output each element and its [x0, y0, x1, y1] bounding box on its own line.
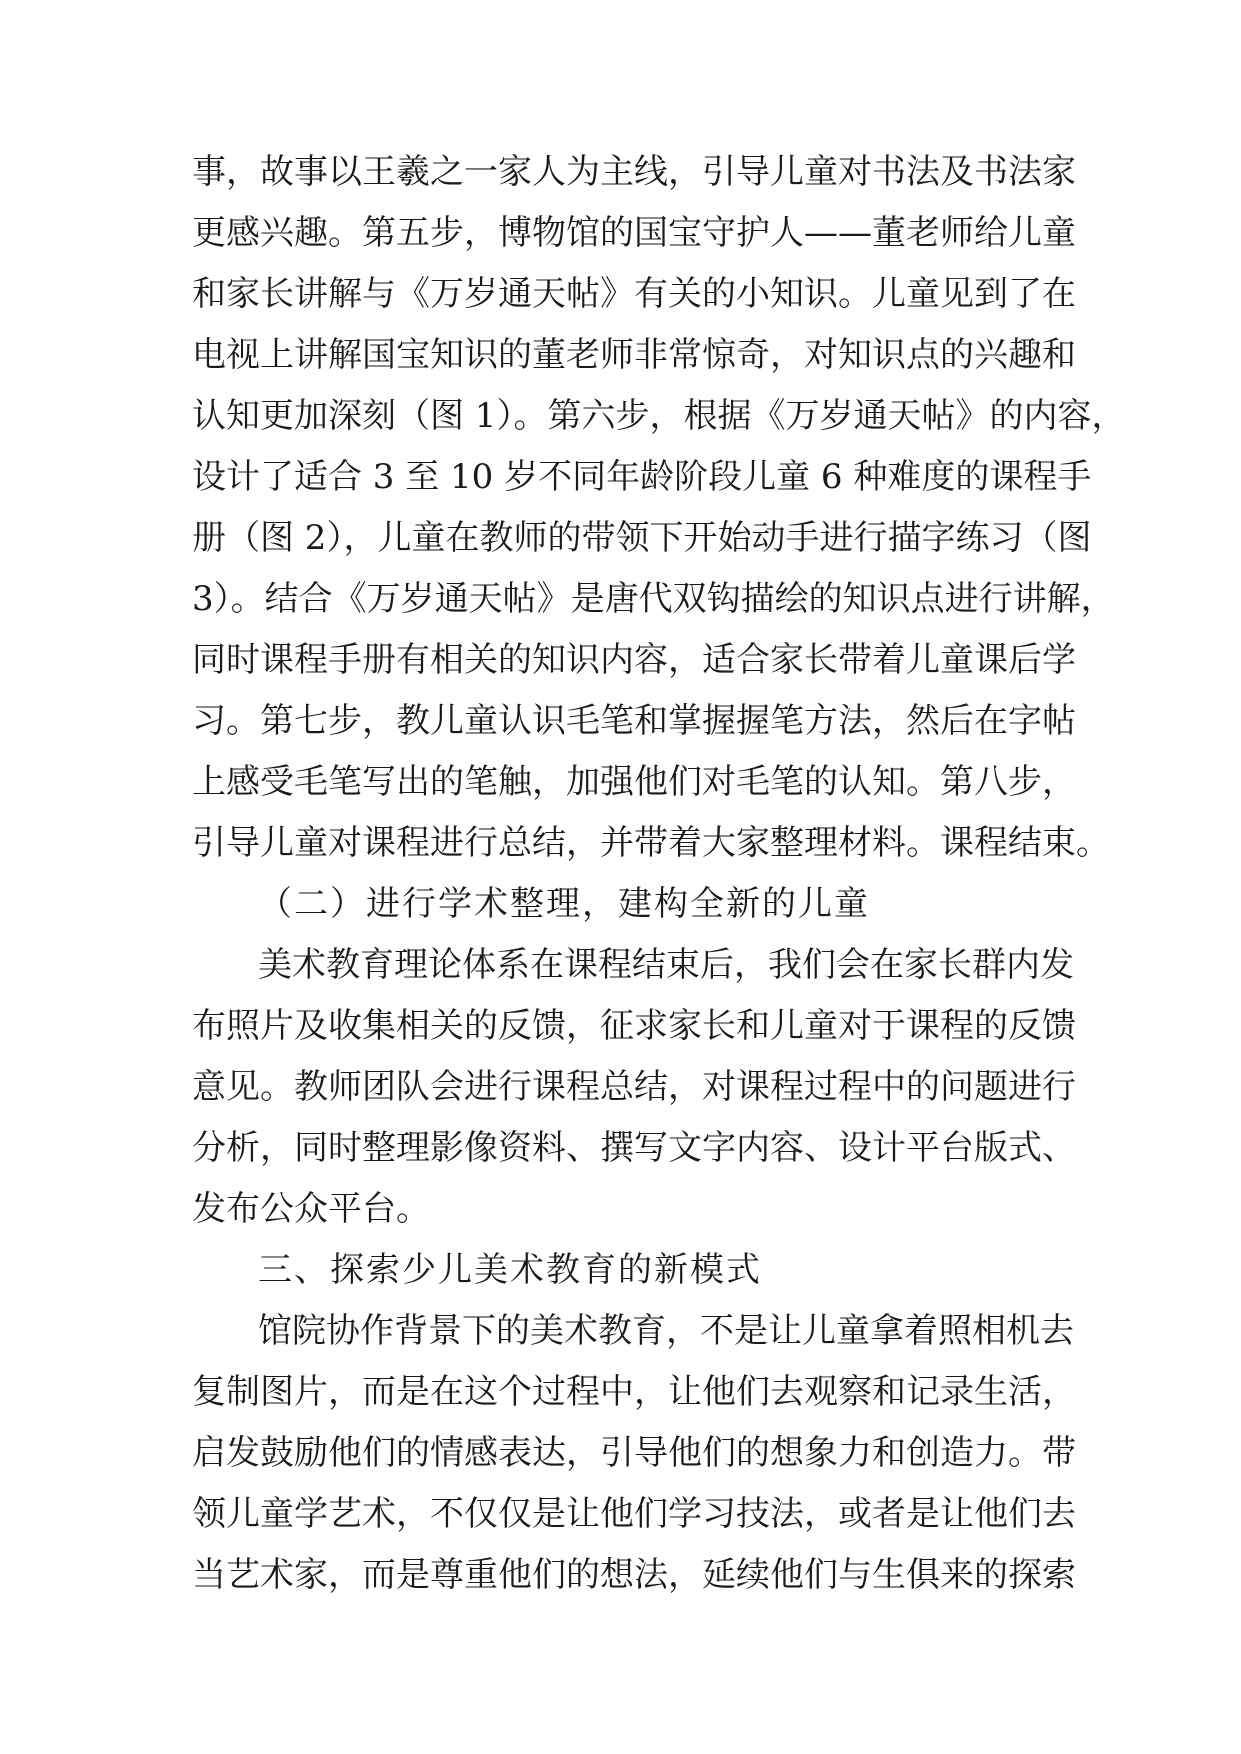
paragraph-line: 设计了适合 3 至 10 岁不同年龄阶段儿童 6 种难度的课程手 — [192, 457, 1092, 497]
paragraph-line: 同时课程手册有相关的知识内容，适合家长带着儿童课后学 — [192, 640, 1076, 680]
paragraph-line: 启发鼓励他们的情感表达，引导他们的想象力和创造力。带 — [192, 1433, 1076, 1473]
paragraph-line: 认知更加深刻（图 1）。第六步，根据《万岁通天帖》的内容， — [192, 396, 1126, 436]
paragraph-line: 馆院协作背景下的美术教育，不是让儿童拿着照相机去 — [258, 1311, 1074, 1351]
paragraph-line: 当艺术家，而是尊重他们的想法，延续他们与生俱来的探索 — [192, 1555, 1076, 1595]
paragraph-line: 3）。结合《万岁通天帖》是唐代双钩描绘的知识点进行讲解， — [192, 579, 1115, 619]
paragraph-line: 和家长讲解与《万岁通天帖》有关的小知识。儿童见到了在 — [192, 274, 1076, 314]
paragraph-line: 电视上讲解国宝知识的董老师非常惊奇，对知识点的兴趣和 — [192, 335, 1076, 375]
paragraph-line: 领儿童学艺术，不仅仅是让他们学习技法，或者是让他们去 — [192, 1494, 1076, 1534]
section-heading: 三、探索少儿美术教育的新模式 — [258, 1250, 762, 1290]
paragraph-line: 更感兴趣。第五步，博物馆的国宝守护人——董老师给儿童 — [192, 213, 1076, 253]
paragraph-line: 引导儿童对课程进行总结，并带着大家整理材料。课程结束。 — [192, 823, 1110, 863]
paragraph-line: 发布公众平台。 — [192, 1189, 430, 1229]
paragraph-line: 意见。教师团队会进行课程总结，对课程过程中的问题进行 — [192, 1067, 1076, 1107]
paragraph-line: 册（图 2），儿童在教师的带领下开始动手进行描字练习（图 — [192, 518, 1092, 558]
paragraph-line: 复制图片，而是在这个过程中，让他们去观察和记录生活， — [192, 1372, 1076, 1412]
paragraph-line: 习。第七步，教儿童认识毛笔和掌握握笔方法，然后在字帖 — [192, 701, 1076, 741]
paragraph-line: 事，故事以王羲之一家人为主线，引导儿童对书法及书法家 — [192, 152, 1076, 192]
section-heading: （二）进行学术整理，建构全新的儿童 — [258, 884, 870, 924]
paragraph-line: 分析，同时整理影像资料、撰写文字内容、设计平台版式、 — [192, 1128, 1076, 1168]
paragraph-line: 布照片及收集相关的反馈，征求家长和儿童对于课程的反馈 — [192, 1006, 1076, 1046]
paragraph-line: 美术教育理论体系在课程结束后，我们会在家长群内发 — [258, 945, 1074, 985]
paragraph-line: 上感受毛笔写出的笔触，加强他们对毛笔的认知。第八步， — [192, 762, 1076, 802]
